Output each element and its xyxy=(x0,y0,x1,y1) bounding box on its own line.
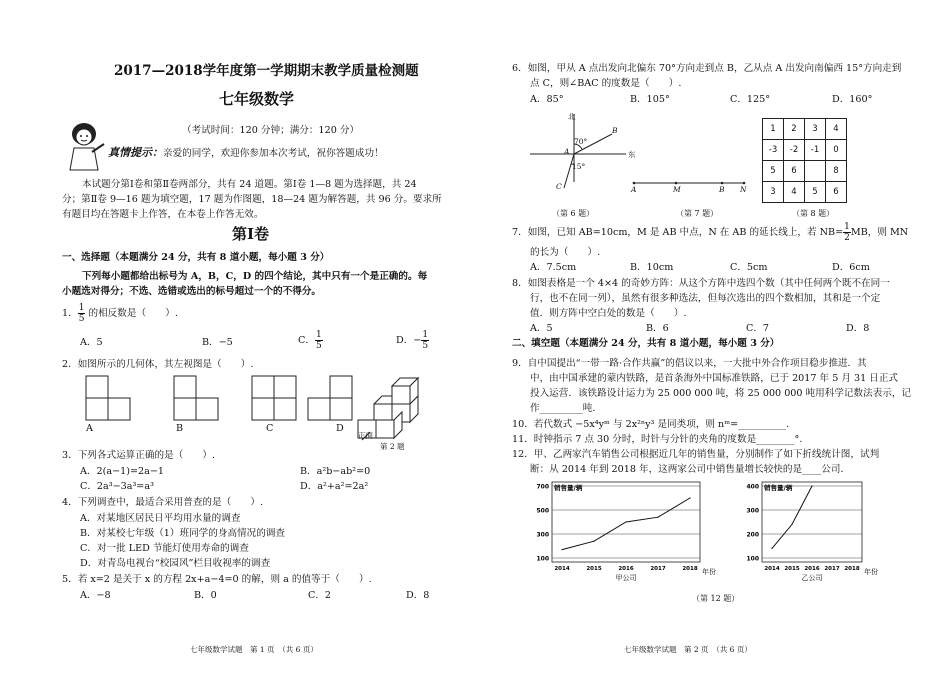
fig6-diagram xyxy=(522,112,642,202)
intro-line-1: 本试题分第Ⅰ卷和第Ⅱ卷两部分，共有 24 道题。第Ⅰ卷 1—8 题为选择题，共 24 xyxy=(82,179,417,190)
y-tick-label: 300 xyxy=(536,531,549,539)
q6-line-2: 点 C，则∠BAC 的度数是（ ）. xyxy=(530,78,682,89)
q8-option-d: D．8 xyxy=(846,323,870,334)
data-point xyxy=(771,548,772,549)
q6-option-b: B．105° xyxy=(630,94,670,105)
q12-line-1: 12．甲、乙两家汽车销售公司根据近几年的销售量，分别制作了如下折线统计图，试判 xyxy=(512,449,880,460)
q2-figure-c xyxy=(252,376,296,420)
q8-option-a: A．5 xyxy=(530,323,553,334)
x-tick-label: 2015 xyxy=(586,566,602,572)
chart-frame xyxy=(762,482,862,562)
data-point xyxy=(689,497,690,498)
q1-option-d: D．− $\frac{1}{5}$ xyxy=(396,330,429,351)
fig6-caption: （第 6 题） xyxy=(552,209,595,218)
series-line xyxy=(562,498,690,550)
fig8-row: 5 6 8 xyxy=(763,161,847,182)
question-1: 1． $\frac{1}{5}$ 的相反数是（ ）. xyxy=(62,303,178,324)
q2-label-a: A xyxy=(86,423,93,434)
data-point xyxy=(791,524,792,525)
q12-caption: （第 12 题） xyxy=(692,594,740,603)
q7-line-2: 的长为（ ）. xyxy=(530,247,601,258)
fig8-caption: （第 8 题） xyxy=(792,209,835,218)
question-10: 10．若代数式 −5x⁴yᵐ 与 2x²ⁿy³ 是同类项，则 nᵐ=__________. xyxy=(512,419,790,430)
subject-title: 七年级数学 xyxy=(219,90,295,108)
x-tick-label: 2018 xyxy=(682,566,698,572)
fig6-angle-70: 70° xyxy=(574,137,588,146)
q9-line-3: 投入运营．该铁路设计运力为 25 000 000 吨，将 25 000 000 吨用科学记数法表示，记 xyxy=(530,388,912,399)
fig6-point-c: C xyxy=(556,182,562,191)
q9-line-2: 中，由中国承建的蒙内铁路，是首条海外中国标准铁路，已于 2017 年 5 月 31 日正式 xyxy=(530,373,899,384)
q7-option-d: D．6cm xyxy=(832,262,870,273)
y-tick-label: 100 xyxy=(536,555,549,563)
q8-option-b: B．6 xyxy=(646,323,669,334)
x-tick-label: 2016 xyxy=(804,566,820,572)
fig8-table xyxy=(762,118,847,203)
q2-caption: 第 2 题 xyxy=(380,442,405,451)
q9-line-1: 9．自中国提出“一带一路·合作共赢”的倡议以来，一大批中外合作项目稳步推进．其 xyxy=(512,358,867,369)
x-tick-label: 2015 xyxy=(784,566,800,572)
fig7-point-a: A xyxy=(631,185,637,194)
chart-company-b xyxy=(740,478,890,586)
fig8-row: 1 2 3 4 xyxy=(763,119,847,140)
q2-front-label: 正面 xyxy=(358,431,373,440)
question-3: 3．下列各式运算正确的是（ ）. xyxy=(62,450,216,461)
fig7-point-m: M xyxy=(673,185,681,194)
chart-title: 乙公司 xyxy=(801,574,823,582)
right-page xyxy=(512,0,912,692)
x-tick-label: 2016 xyxy=(618,566,634,572)
student-illustration xyxy=(62,120,106,172)
q4-option-c: C．对一批 LED 节能灯使用寿命的调查 xyxy=(80,543,249,554)
exam-info: （考试时间：120 分钟；满分：120 分） xyxy=(182,125,360,136)
q2-figure-b xyxy=(174,376,218,420)
data-point xyxy=(811,485,812,486)
q7-line-1: 7．如图，已知 AB=10cm，M 是 AB 中点，N 在 AB 的延长线上，若 NB= $\frac{1}{2}$ MB，则 MN xyxy=(512,222,909,243)
x-axis-label: 年份 xyxy=(702,568,716,576)
tip-text: 亲爱的同学，欢迎你参加本次考试，祝你答题成功！ xyxy=(163,148,384,159)
y-tick-label: 400 xyxy=(746,483,759,491)
fig7-line xyxy=(630,178,750,188)
x-tick-label: 2014 xyxy=(554,566,570,572)
q2-label-d: D xyxy=(336,423,344,434)
y-tick-label: 500 xyxy=(536,507,549,515)
fig6-east: 东 xyxy=(628,150,636,159)
q6-option-c: C．125° xyxy=(730,94,771,105)
volume-1-heading: 第Ⅰ卷 xyxy=(232,225,270,243)
q6-line-1: 6．如图，甲从 A 点出发向北偏东 70°方向走到点 B，乙从点 A 出发向南偏西 15°方向走到 xyxy=(512,63,902,74)
y-tick-label: 700 xyxy=(536,483,549,491)
q4-option-a: A．对某地区居民日平均用水量的调查 xyxy=(80,513,241,524)
page-1-footer: 七年级数学试题 第 1 页 （共 6 页） xyxy=(190,645,318,654)
q1-fraction: $\frac{1}{5}$ xyxy=(78,303,85,324)
q1-option-b: B．−5 xyxy=(202,337,233,348)
q12-line-2: 断：从 2014 年到 2018 年，这两家公司中销售量增长较快的是____公司. xyxy=(530,464,844,475)
section-1-desc-1: 下列每小题都给出标号为 A，B，C，D 的四个结论，其中只有一个是正确的。每 xyxy=(82,271,428,282)
q9-line-4: 作_________吨. xyxy=(530,403,596,414)
fig8-row: -3 -2 -1 0 xyxy=(763,140,847,161)
q3-option-d: D．a²+a²=2a² xyxy=(300,481,369,492)
exam-title: 2017—2018学年度第一学期期末教学质量检测题 xyxy=(114,63,419,79)
y-tick-label: 100 xyxy=(746,555,759,563)
q5-option-d: D．8 xyxy=(406,590,430,601)
q2-figure-a xyxy=(86,376,130,420)
y-tick-label: 200 xyxy=(746,531,759,539)
chart-title: 甲公司 xyxy=(615,574,637,582)
q5-option-b: B．0 xyxy=(194,590,217,601)
left-page xyxy=(62,0,450,692)
data-point xyxy=(657,517,658,518)
intro-line-2: 分；第Ⅱ卷 9—16 题为填空题，17 题为作图题，18—24 题为解答题，共 96 分。要求所 xyxy=(62,194,442,205)
series-line xyxy=(772,486,812,548)
x-axis-label: 年份 xyxy=(864,568,878,576)
q2-label-b: B xyxy=(176,423,184,434)
q1-option-c: C． $\frac{1}{5}$ xyxy=(298,330,322,351)
q7-fraction: $\frac{1}{2}$ xyxy=(844,222,850,243)
fig6-north: 北 xyxy=(568,112,576,121)
y-tick-label: 300 xyxy=(746,507,759,515)
question-11: 11．时钟指示 7 点 30 分时，时针与分针的夹角的度数是________°. xyxy=(512,434,803,445)
x-tick-label: 2017 xyxy=(824,566,840,572)
fig6-point-b: B xyxy=(612,126,618,135)
q4-option-b: B．对某校七年级（1）班同学的身高情况的调查 xyxy=(80,528,286,539)
q5-option-a: A．−8 xyxy=(80,590,111,601)
q2-figure-d xyxy=(308,376,352,420)
y-axis-label: 销售量/辆 xyxy=(554,484,583,492)
data-point xyxy=(561,549,562,550)
y-axis-label: 销售量/辆 xyxy=(764,484,793,492)
fig7-point-n: N xyxy=(740,185,747,194)
x-tick-label: 2014 xyxy=(764,566,780,572)
question-4: 4．下列调查中，最适合采用普查的是（ ）. xyxy=(62,497,264,508)
q3-option-a: A．2(a−1)=2a−1 xyxy=(80,466,164,477)
q2-label-c: C xyxy=(266,423,274,434)
q8-line-1: 8．如图表格是一个 4×4 的奇妙方阵：从这个方阵中选四个数（其中任何两个既不在同一 xyxy=(512,278,890,289)
q8-line-3: 值．则方阵中空白处的数是（ ）. xyxy=(530,308,687,319)
q7-option-b: B．10cm xyxy=(630,262,674,273)
q3-option-c: C．2a³−3a³=a³ xyxy=(80,481,154,492)
q4-option-d: D．对青岛电视台“校园风”栏目收视率的调查 xyxy=(80,558,271,569)
q3-option-b: B．a²b−ab²=0 xyxy=(300,466,371,477)
question-2: 2．如图所示的几何体，其左视图是（ ）. xyxy=(62,359,254,370)
fig6-angle-15: 15° xyxy=(572,162,586,171)
q1-option-a: A．5 xyxy=(80,337,103,348)
section-1-title: 一、选择题（本题满分 24 分，共有 8 道小题，每小题 3 分） xyxy=(62,252,330,263)
q7-option-c: C．5cm xyxy=(730,262,768,273)
fig7-caption: （第 7 题） xyxy=(676,209,719,218)
q5-option-c: C．2 xyxy=(308,590,332,601)
q8-option-c: C．7 xyxy=(746,323,770,334)
chart-company-a xyxy=(530,478,720,586)
fig6-point-a: A xyxy=(564,147,570,156)
fig7-point-b: B xyxy=(719,185,725,194)
data-point xyxy=(593,541,594,542)
x-tick-label: 2018 xyxy=(844,566,860,572)
section-1-desc-2: 小题选对得分；不选、选错或选出的标号超过一个的不得分。 xyxy=(62,286,322,297)
tip-label: 真情提示： xyxy=(108,146,163,159)
x-tick-label: 2017 xyxy=(650,566,666,572)
question-5: 5．若 x=2 是关于 x 的方程 2x+a−4=0 的解，则 a 的值等于（ ）. xyxy=(62,574,372,585)
tip-line xyxy=(108,146,384,161)
section-2-title: 二、填空题（本题满分 24 分，共有 8 道小题，每小题 3 分） xyxy=(512,338,780,349)
fig8-row: 3 4 5 6 xyxy=(763,182,847,203)
intro-line-3: 有题目均在答题卡上作答，在本卷上作答无效。 xyxy=(62,209,264,220)
page-2-footer: 七年级数学试题 第 2 页 （共 6 页） xyxy=(624,645,752,654)
q6-option-a: A．85° xyxy=(530,94,564,105)
q8-line-2: 行，也不在同一列），虽然有很多种选法，但每次选出的四个数相加，其和是一个定 xyxy=(530,293,881,304)
data-point xyxy=(625,521,626,522)
q6-option-d: D．160° xyxy=(832,94,873,105)
q7-option-a: A．7.5cm xyxy=(530,262,577,273)
